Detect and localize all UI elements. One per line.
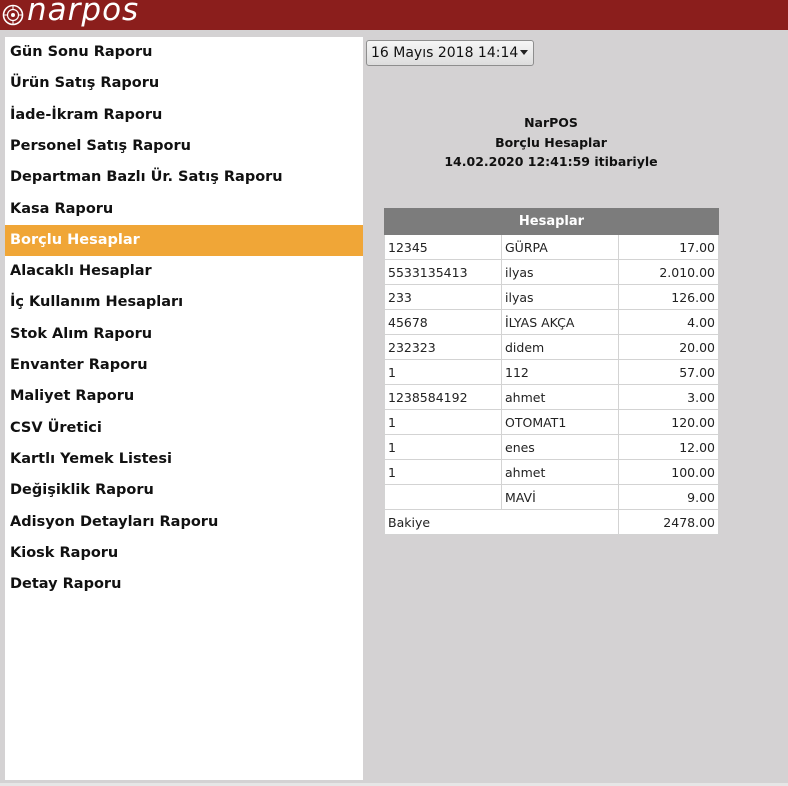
cell-amount: 3.00 <box>619 385 719 410</box>
sidebar-item[interactable]: Borçlu Hesaplar <box>5 225 363 256</box>
sidebar-item[interactable]: Detay Raporu <box>10 576 122 593</box>
table-row <box>385 410 719 435</box>
sidebar-item[interactable]: Departman Bazlı Ür. Satış Raporu <box>10 169 283 186</box>
report-menu <box>5 37 363 780</box>
table-row <box>385 285 719 310</box>
table-row <box>385 435 719 460</box>
cell-amount: 20.00 <box>619 335 719 360</box>
cell-amount: 120.00 <box>619 410 719 435</box>
cell-code: 1 <box>385 435 502 460</box>
cell-name: 112 <box>502 360 619 385</box>
cell-amount: 57.00 <box>619 360 719 385</box>
report-heading <box>383 113 719 172</box>
cell-amount: 12.00 <box>619 435 719 460</box>
report-company: NarPOS <box>524 115 578 130</box>
date-select[interactable] <box>366 40 534 66</box>
logo-text: narpos <box>27 0 140 28</box>
narpos-emblem-icon <box>2 4 24 26</box>
cell-name: ahmet <box>502 460 619 485</box>
table-row <box>385 485 719 510</box>
table-header: Hesaplar <box>385 209 719 235</box>
sidebar-item[interactable]: Kartlı Yemek Listesi <box>10 450 172 467</box>
cell-name: GÜRPA <box>502 235 619 260</box>
cell-name: OTOMAT1 <box>502 410 619 435</box>
app-header <box>0 0 788 30</box>
sidebar-item[interactable]: Kasa Raporu <box>10 200 114 217</box>
cell-amount: 126.00 <box>619 285 719 310</box>
sidebar-item[interactable]: İade-İkram Raporu <box>10 106 163 123</box>
table-row <box>385 360 719 385</box>
sidebar-item[interactable]: Personel Satış Raporu <box>10 137 191 154</box>
cell-name: MAVİ <box>502 485 619 510</box>
table-row <box>385 460 719 485</box>
cell-code: 12345 <box>385 235 502 260</box>
sidebar-item[interactable]: Değişiklik Raporu <box>10 482 154 499</box>
cell-name: ahmet <box>502 385 619 410</box>
cell-amount: 100.00 <box>619 460 719 485</box>
cell-code: 1 <box>385 360 502 385</box>
cell-code <box>385 485 502 510</box>
cell-code: 5533135413 <box>385 260 502 285</box>
sidebar-item[interactable]: Ürün Satış Raporu <box>10 75 160 92</box>
sidebar-item[interactable]: Envanter Raporu <box>10 357 148 373</box>
accounts-table <box>384 208 719 535</box>
cell-name: enes <box>502 435 619 460</box>
cell-code: 233 <box>385 285 502 310</box>
cell-amount: 4.00 <box>619 310 719 335</box>
cell-amount: 9.00 <box>619 485 719 510</box>
cell-name: İLYAS AKÇA <box>502 310 619 335</box>
table-row <box>385 385 719 410</box>
table-row <box>385 310 719 335</box>
sidebar-item[interactable]: Stok Alım Raporu <box>10 325 153 342</box>
sidebar-item[interactable]: Gün Sonu Raporu <box>10 44 153 60</box>
table-header-row <box>385 209 719 235</box>
sidebar-item[interactable]: Maliyet Raporu <box>10 388 135 405</box>
date-select-value: 16 Mayıs 2018 14:14 <box>371 45 519 61</box>
table-row <box>385 335 719 360</box>
report-date: 14.02.2020 12:41:59 itibariyle <box>444 154 658 169</box>
table-row <box>385 235 719 260</box>
cell-code: 1238584192 <box>385 385 502 410</box>
sidebar-item[interactable]: CSV Üretici <box>10 419 102 436</box>
chevron-down-icon <box>520 50 528 55</box>
cell-amount: 2.010.00 <box>619 260 719 285</box>
cell-name: ilyas <box>502 260 619 285</box>
cell-code: 232323 <box>385 335 502 360</box>
sidebar-item[interactable]: Adisyon Detayları Raporu <box>10 513 219 530</box>
sidebar-item[interactable]: İç Kullanım Hesapları <box>10 294 184 311</box>
cell-code: 45678 <box>385 310 502 335</box>
sidebar-item[interactable]: Kiosk Raporu <box>10 544 119 561</box>
sidebar-item[interactable]: Alacaklı Hesaplar <box>10 263 152 280</box>
report-title: Borçlu Hesaplar <box>495 134 607 150</box>
table-row <box>385 260 719 285</box>
balance-row <box>385 510 719 535</box>
cell-code: 1 <box>385 460 502 485</box>
cell-name: ilyas <box>502 285 619 310</box>
cell-name: didem <box>502 335 619 360</box>
balance-value: 2478.00 <box>619 510 719 535</box>
cell-code: 1 <box>385 410 502 435</box>
app-logo <box>2 0 139 30</box>
cell-amount: 17.00 <box>619 235 719 260</box>
balance-label: Bakiye <box>385 510 619 535</box>
